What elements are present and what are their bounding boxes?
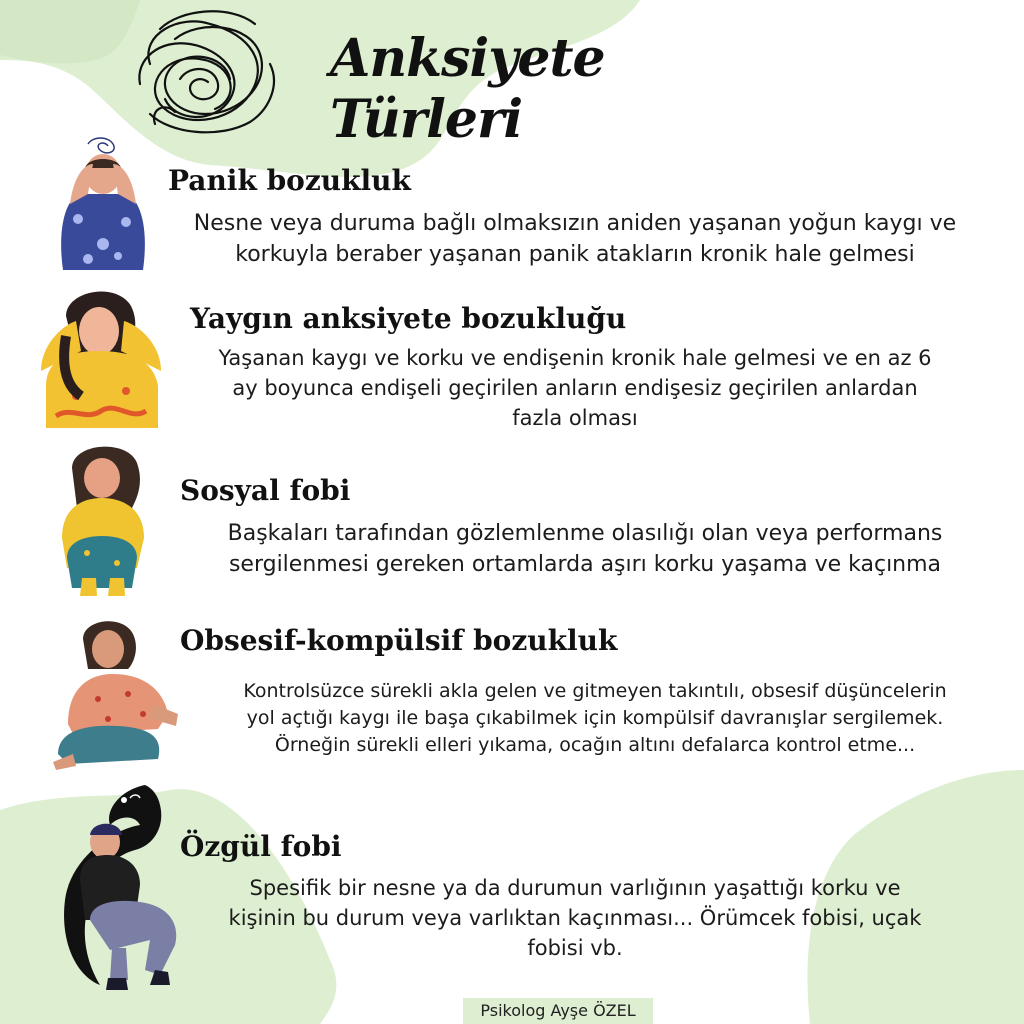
section-desc-yaygin — [150, 344, 1000, 433]
section-heading-ozgul: Özgül fobi — [180, 830, 342, 863]
woman-hugging-knees-icon — [52, 438, 152, 598]
worried-woman-yellow-sweater-icon — [36, 276, 168, 428]
section-heading-panik: Panik bozukluk — [168, 164, 411, 197]
desc-line: ay boyunca endişeli geçirilen anların endişesiz geçirilen anlardan — [232, 375, 918, 400]
scribble-tangle-icon — [120, 4, 290, 144]
desc-line: sergilenmesi gereken ortamlarda aşırı korku yaşama ve kaçınma — [228, 552, 942, 578]
desc-line: Kontrolsüzce sürekli akla gelen ve gitmeyen takıntılı, obsesif düşüncelerin — [243, 680, 947, 702]
desc-line: Başkaları tarafından gözlemlenme olasılığı olan veya performans — [227, 521, 943, 546]
seated-woman-holding-head-icon — [48, 614, 188, 774]
desc-line: Nesne veya duruma bağlı olmaksızın aniden yaşanan yoğun kaygı ve — [193, 211, 957, 236]
desc-line: Örneğin sürekli elleri yıkama, ocağın altını defalarca kontrol etme... — [274, 733, 916, 756]
desc-line: Yaşanan kaygı ve korku ve endişenin kronik hale gelmesi ve en az 6 — [218, 346, 932, 370]
desc-line: fazla olması — [512, 405, 638, 430]
section-desc-panik — [150, 208, 1000, 270]
desc-line: Spesifik bir nesne ya da durumun varlığının yaşattığı korku ve — [249, 876, 901, 900]
desc-line: yol açtığı kaygı ile başa çıkabilmek için kompülsif davranışlar sergilemek. — [246, 706, 944, 729]
desc-line: fobisi vb. — [527, 935, 623, 960]
page-title: Anksiyete Türleri — [330, 28, 605, 150]
author-footer: Psikolog Ayşe ÖZEL — [463, 998, 653, 1024]
section-heading-sosyal: Sosyal fobi — [180, 474, 351, 507]
section-desc-ozgul — [150, 874, 1000, 963]
man-with-shadow-monster-icon — [50, 780, 210, 994]
section-heading-yaygin: Yaygın anksiyete bozukluğu — [190, 302, 627, 335]
section-desc-okb — [170, 678, 1020, 759]
desc-line: kişinin bu durum veya varlıktan kaçınması... Örümcek fobisi, uçak — [228, 905, 922, 930]
section-heading-okb: Obsesif-kompülsif bozukluk — [180, 624, 618, 657]
section-desc-sosyal — [160, 518, 1010, 580]
desc-line: korkuyla beraber yaşanan panik atakların kronik hale gelmesi — [235, 242, 915, 268]
anxious-person-headache-icon — [48, 134, 158, 270]
